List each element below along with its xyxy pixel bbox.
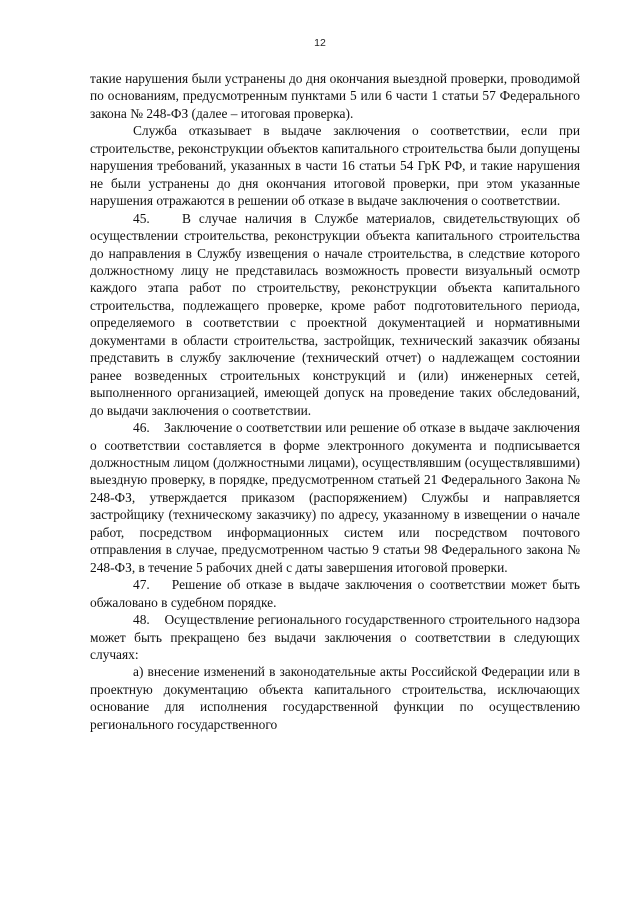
- document-body: [90, 70, 580, 733]
- paragraph-48-a: а) внесение изменений в законодательные акты Российской Федерации или в проектную документацию объекта капитального строительства, исключающих основание для исполнения государственной функции по осуществлению регионального государственного: [90, 664, 580, 732]
- paragraph-continuation: такие нарушения были устранены до дня окончания выездной проверки, проводимой по основаниям, предусмотренным пунктами 5 или 6 части 1 статьи 57 Федерального закона № 248-ФЗ (далее – итоговая проверка).: [90, 71, 580, 121]
- paragraph-refusal: Служба отказывает в выдаче заключения о соответствии, если при строительстве, реконструкции объектов капитального строительства были допущены нарушения требований, указанных в части 16 статьи 54 ГрК РФ, и такие нарушения не были устранены до дня окончания итоговой проверки, при этом указанные нарушения отражаются в решении об отказе в выдаче заключения о соответствии.: [90, 123, 580, 209]
- paragraph-47: 47. Решение об отказе в выдаче заключения о соответствии может быть обжаловано в судебном порядке.: [90, 577, 580, 610]
- page-number: 12: [314, 37, 326, 49]
- paragraph-48: 48. Осуществление регионального государственного строительного надзора может быть прекращено без выдачи заключения о соответствии в следующих случаях:: [90, 612, 580, 662]
- paragraph-45: 45. В случае наличия в Службе материалов, свидетельствующих об осуществлении строительства, реконструкции объекта капитального строительства до направления в Службу извещения о начале строительства, в следствие которого должностному лицу не представилась возможность провести визуальный осмотр каждого этапа работ по строительству, реконструкции объекта капитального строительства, подлежащего проверке, кроме работ подготовительного периода, определяемого в соответствии с проектной документацией и нормативными документами в области строительства, застройщик, технический заказчик обязаны представить в службу заключение (технический отчет) о надлежащем состоянии ранее возведенных строительных конструкций и (или) инженерных сетей, выполненного организацией, имеющей допуск на проведение таких обследований, до выдачи заключения о соответствии.: [90, 210, 580, 418]
- paragraph-46: 46. Заключение о соответствии или решение об отказе в выдаче заключения о соответствии составляется в форме электронного документа и подписывается должностным лицом (должностными лицами), осуществлявшим (осуществлявшими) выездную проверку, в порядке, предусмотренном статьей 21 Федерального Закона № 248-ФЗ, утверждается приказом (распоряжением) Службы и направляется застройщику (техническому заказчику) по адресу, указанному в извещении о начале работ, посредством информационных систем или посредством почтового отправления в случае, предусмотренном частью 9 статьи 98 Федерального закона № 248-ФЗ, в течение 5 рабочих дней с даты завершения итоговой проверки.: [90, 420, 580, 575]
